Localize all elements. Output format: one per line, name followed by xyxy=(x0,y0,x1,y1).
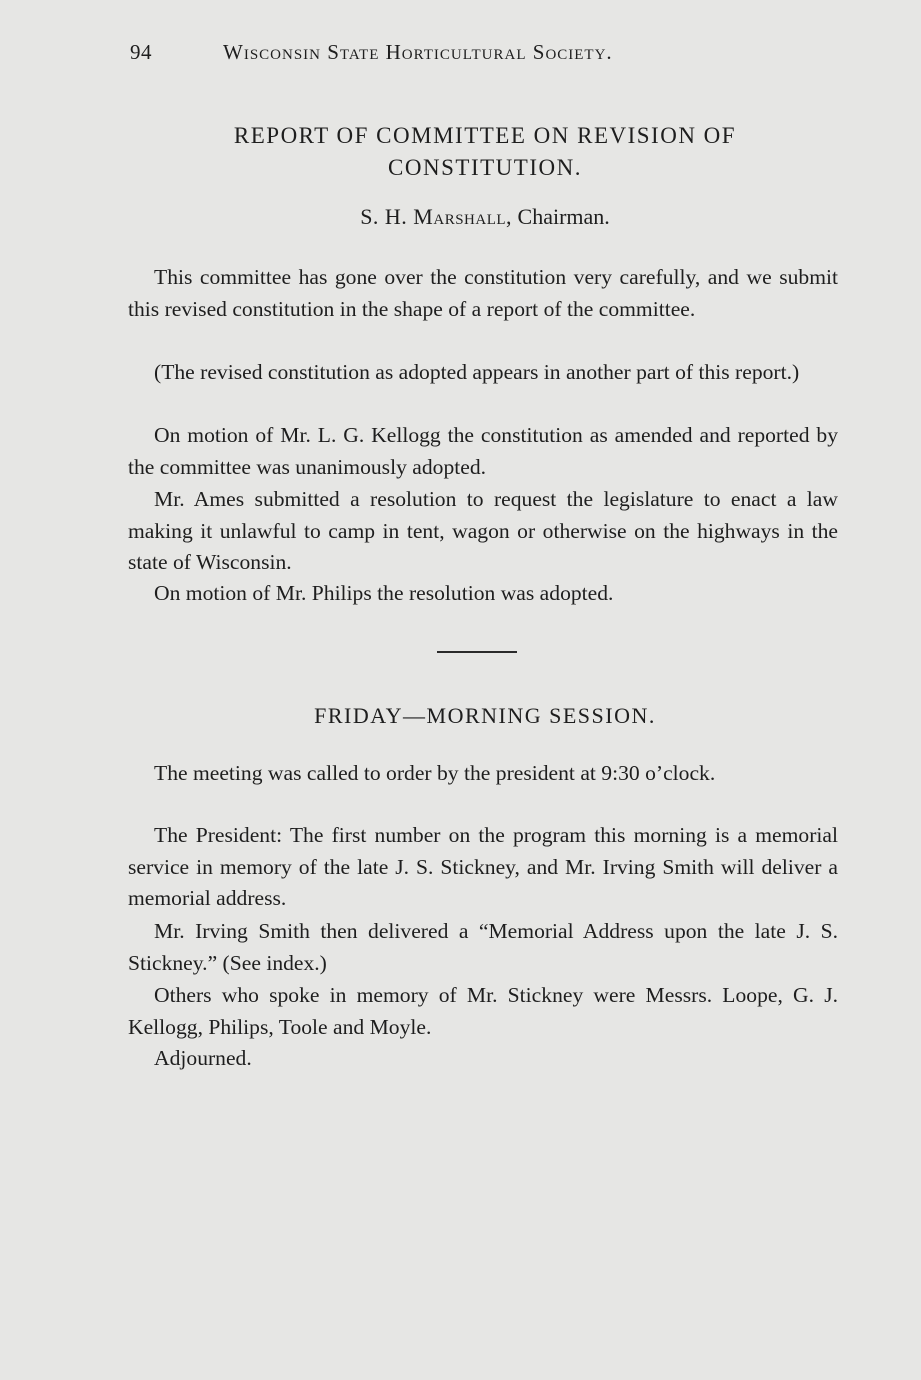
report-paragraph-3: On motion of Mr. L. G. Kellogg the constitution as amended and reported by the committee was unanimously adopted. xyxy=(128,423,838,479)
report-paragraph-2: (The revised constitution as adopted appears in another part of this report.) xyxy=(154,360,800,384)
session-paragraph-3: Mr. Irving Smith then delivered a “Memorial Address upon the late J. S. Stickney.” (See index.) xyxy=(128,919,838,975)
running-head xyxy=(130,40,770,70)
section-divider xyxy=(437,651,517,653)
committee-chair xyxy=(130,204,840,230)
report-title-line-2: CONSTITUTION. xyxy=(388,155,582,180)
report-paragraph-1: This committee has gone over the constitution very carefully, and we submit this revised constitution in the shape of a report of the committee. xyxy=(128,265,838,321)
session-paragraph-2: The President: The first number on the program this morning is a memorial service in memory of the late J. S. Stickney, and Mr. Irving Smith will deliver a memorial address. xyxy=(128,823,838,910)
session-paragraph-1: The meeting was called to order by the president at 9:30 o’clock. xyxy=(154,761,716,785)
page-number: 94 xyxy=(130,40,152,64)
report-title-line-1: REPORT OF COMMITTEE ON REVISION OF xyxy=(233,123,737,148)
report-paragraph-4: Mr. Ames submitted a resolution to request the legislature to enact a law making it unlawful to camp in tent, wagon or otherwise on the highways in the state of Wisconsin. xyxy=(128,487,838,574)
chair-role: Chairman. xyxy=(517,204,610,229)
session-paragraph-4: Others who spoke in memory of Mr. Stickney were Messrs. Loope, G. J. Kellogg, Philips, Toole and Moyle. xyxy=(128,983,838,1039)
chair-name: S. H. Marshall, xyxy=(360,204,513,229)
session-title: FRIDAY—MORNING SESSION. xyxy=(314,703,656,728)
report-paragraph-5: On motion of Mr. Philips the resolution was adopted. xyxy=(154,581,614,605)
session-paragraph-5: Adjourned. xyxy=(154,1046,252,1070)
journal-title: Wisconsin State Horticultural Society. xyxy=(223,40,613,64)
